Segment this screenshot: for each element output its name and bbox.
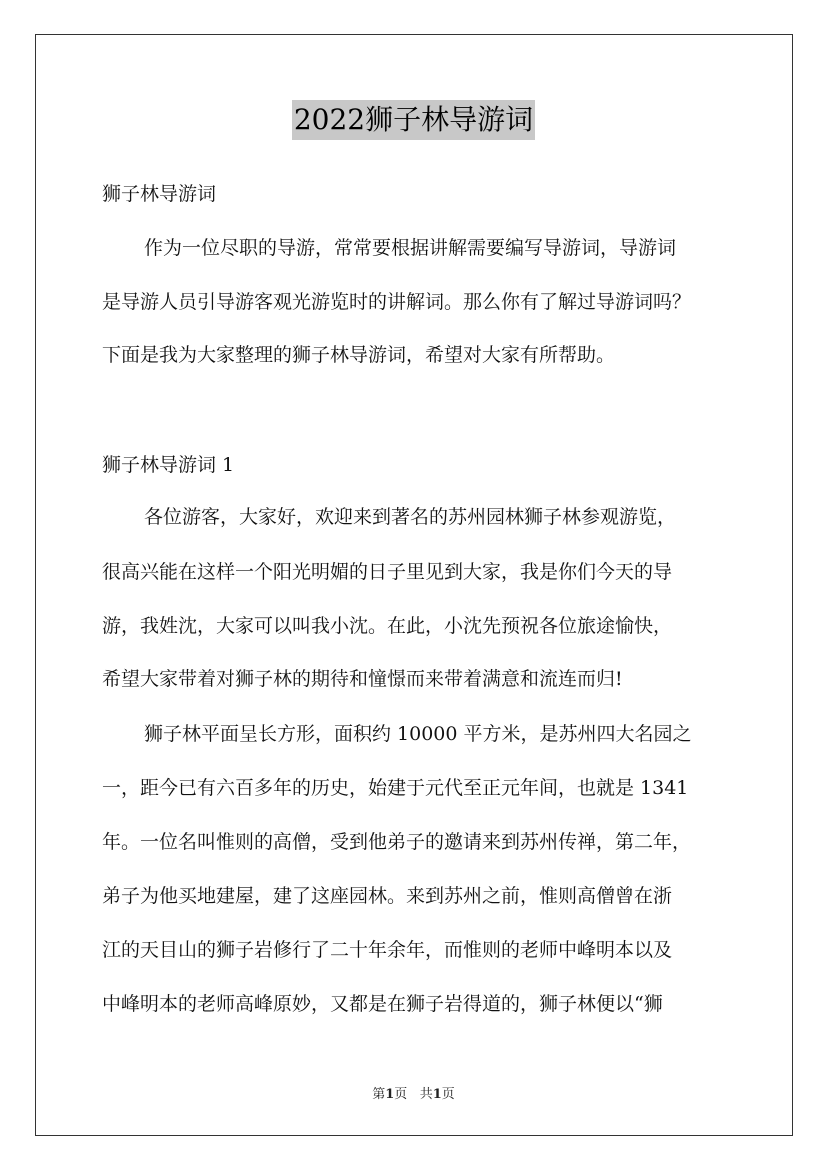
paragraph-line: 一，距今已有六百多年的历史，始建于元代至正元年间，也就是 1341 (102, 777, 689, 799)
title-container (0, 100, 827, 140)
paragraph-line: 中峰明本的老师高峰原妙，又都是在狮子岩得道的，狮子林便以“狮 (102, 993, 663, 1015)
page-footer (0, 1083, 827, 1102)
footer-total-suffix: 页 (441, 1087, 455, 1102)
paragraph-line: 年。一位名叫惟则的高僧，受到他弟子的邀请来到苏州传禅，第二年， (102, 831, 692, 853)
footer-total-prefix: 共 (419, 1087, 433, 1102)
paragraph-line: 狮子林平面呈长方形，面积约 10000 平方米，是苏州四大名园之 (144, 723, 692, 745)
paragraph-line: 很高兴能在这样一个阳光明媚的日子里见到大家，我是你们今天的导 (102, 561, 673, 583)
paragraph-line: 各位游客，大家好，欢迎来到著名的苏州园林狮子林参观游览， (144, 506, 677, 528)
paragraph-line: 希望大家带着对狮子林的期待和憧憬而来带着满意和流连而归! (102, 668, 623, 690)
intro-line: 下面是我为大家整理的狮子林导游词，希望对大家有所帮助。 (102, 344, 616, 366)
paragraph-line: 弟子为他买地建屋，建了这座园林。来到苏州之前，惟则高僧曾在浙 (102, 885, 673, 907)
footer-page-number: 1 (385, 1087, 395, 1102)
footer-page-prefix: 第 (372, 1087, 386, 1102)
footer-total-number: 1 (432, 1087, 442, 1102)
intro-line: 作为一位尽职的导游，常常要根据讲解需要编写导游词，导游词 (144, 237, 677, 259)
paragraph-line: 游，我姓沈，大家可以叫我小沈。在此，小沈先预祝各位旅途愉快， (102, 615, 673, 637)
footer-page-suffix: 页 (394, 1087, 408, 1102)
document-title: 2022狮子林导游词 (292, 100, 535, 140)
intro-line: 是导游人员引导游客观光游览时的讲解词。那么你有了解过导游词吗？ (102, 291, 692, 313)
subtitle: 狮子林导游词 (102, 183, 217, 205)
section-heading: 狮子林导游词 1 (102, 454, 235, 476)
paragraph-line: 江的天目山的狮子岩修行了二十年余年，而惟则的老师中峰明本以及 (102, 939, 673, 961)
